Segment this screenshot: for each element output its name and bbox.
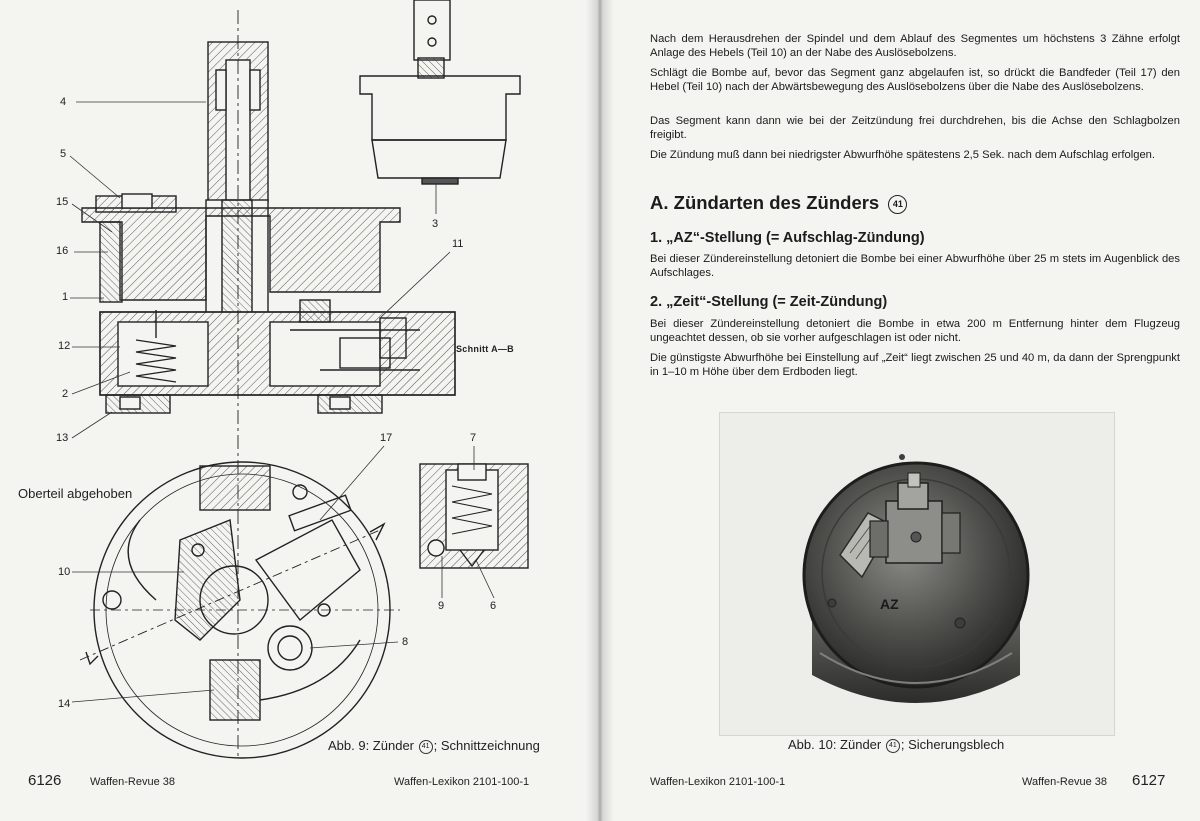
callout-4: 4 (60, 96, 67, 108)
detail-item-3 (360, 0, 520, 184)
page-number-left: 6126 (28, 772, 62, 789)
heading-text: A. Zündarten des Zünders (650, 192, 880, 213)
caption-suffix: ; Schnittzeichnung (433, 738, 540, 753)
detail-item-7 (420, 464, 528, 568)
callout-5: 5 (60, 148, 67, 160)
paragraph: Bei dieser Zündereinstellung detoniert die Bombe in etwa 200 m Entfernung hinter dem Flugzeug ungeachtet dessen, ob sie vorher aufgeschlagen ist oder nicht. (650, 318, 1180, 344)
callout-2: 2 (62, 388, 69, 400)
right-page (602, 0, 1200, 821)
footer-journal-right: Waffen-Revue 38 (1022, 776, 1107, 788)
subheading-zeit: 2. „Zeit“-Stellung (= Zeit-Zündung) (650, 294, 888, 310)
paragraph: Nach dem Herausdrehen der Spindel und dem Ablauf des Segmentes um höchstens 3 Zähne erfolgt Anlage des Hebels (Teil 10) an der Nabe des Auslösebolzens. (650, 33, 1180, 59)
photo-marking: AZ (880, 596, 899, 612)
section-label: Schnitt A—B (456, 344, 514, 354)
callout-11: 11 (452, 238, 464, 250)
caption-prefix: Abb. 9: Zünder (328, 738, 414, 753)
paragraph: Schlägt die Bombe auf, bevor das Segment ganz abgelaufen ist, so drückt die Bandfeder (Teil 17) den Hebel (Teil 10) nach der Abwärtsbewegung des Auslösebolzens über die Nabe des Auslösebolzens. (650, 67, 1180, 93)
heading-circle: 41 (888, 195, 907, 214)
footer-lexikon-left: Waffen-Lexikon 2101-100-1 (394, 776, 530, 788)
callout-8: 8 (402, 636, 409, 648)
callout-3: 3 (432, 218, 439, 230)
caption-circle: 41 (419, 740, 433, 754)
photo-frame (719, 412, 1115, 736)
caption-circle: 41 (886, 739, 900, 753)
callout-6: 6 (490, 600, 497, 612)
section-heading (650, 192, 907, 214)
fuze-photo (720, 413, 1114, 735)
subview-label: Oberteil abgehoben (18, 486, 133, 501)
footer-lexikon-right: Waffen-Lexikon 2101-100-1 (650, 776, 786, 788)
paragraph: Bei dieser Zündereinstellung detoniert die Bombe bei einer Abwurfhöhe über 25 m stets im Augenblick des Aufschlages. (650, 253, 1180, 279)
callout-13: 13 (56, 432, 69, 444)
page-number-right: 6127 (1132, 772, 1166, 789)
callout-7: 7 (470, 432, 477, 444)
callout-10: 10 (58, 566, 71, 578)
paragraph: Die günstigste Abwurfhöhe bei Einstellung auf „Zeit“ liegt zwischen 25 und 40 m, da dann der Sprengpunkt in 1–10 m Höhe über dem Erdboden liegt. (650, 352, 1180, 378)
paragraph: Die Zündung muß dann bei niedrigster Abwurfhöhe spätestens 2,5 Sek. nach dem Aufschlag erfolgen. (650, 149, 1155, 161)
callout-15: 15 (56, 196, 69, 208)
top-view-open (80, 462, 400, 758)
callout-12: 12 (58, 340, 71, 352)
callout-14: 14 (58, 698, 71, 710)
callout-17: 17 (380, 432, 393, 444)
callout-16: 16 (56, 245, 69, 257)
figure-caption-9 (328, 738, 540, 754)
footer-journal-left: Waffen-Revue 38 (90, 776, 175, 788)
caption-prefix: Abb. 10: Zünder (788, 737, 882, 752)
callout-9: 9 (438, 600, 445, 612)
paragraph: Das Segment kann dann wie bei der Zeitzündung frei durchdrehen, bis die Achse den Schlagbolzen freigibt. (650, 115, 1180, 141)
caption-suffix: ; Sicherungsblech (900, 737, 1005, 752)
cross-section-drawing (0, 0, 598, 760)
callout-1: 1 (62, 291, 69, 303)
figure-caption-10 (788, 737, 1004, 753)
left-page (0, 0, 598, 821)
subheading-az: 1. „AZ“-Stellung (= Aufschlag-Zündung) (650, 230, 925, 246)
